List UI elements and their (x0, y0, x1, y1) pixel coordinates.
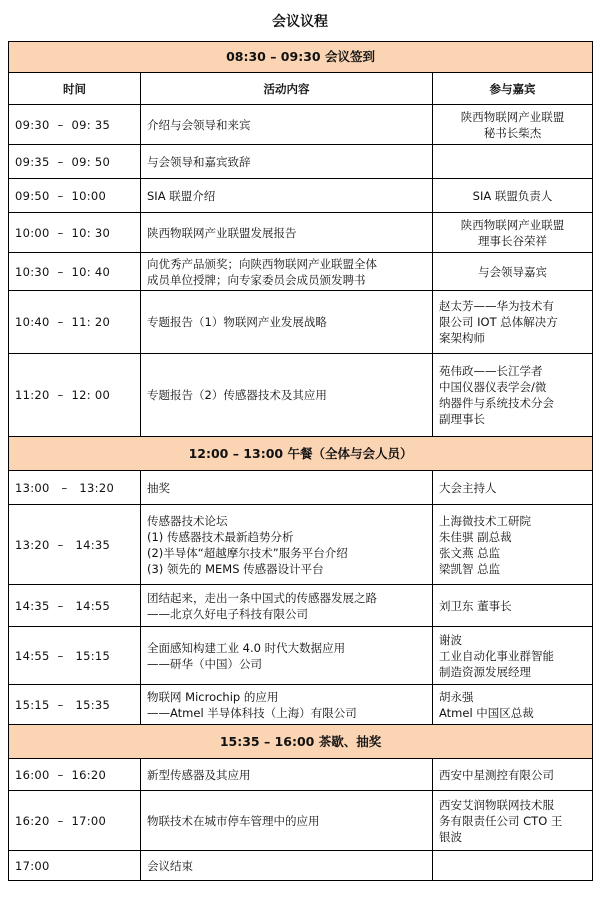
time-cell: 13:20 – 14:35 (9, 505, 141, 585)
table-row (9, 253, 593, 291)
guest-cell: 上海微技术工研院 朱佳骐 副总裁 张文燕 总监 梁凯智 总监 (433, 505, 593, 585)
guest-cell: 陕西物联网产业联盟 秘书长柴杰 (433, 105, 593, 145)
header-time: 时间 (9, 73, 141, 105)
activity-cell: 新型传感器及其应用 (141, 759, 433, 791)
guest-cell: 陕西物联网产业联盟 理事长谷荣祥 (433, 213, 593, 253)
guest-cell: 赵太芳——华为技术有 限公司 IOT 总体解决方 案架构师 (433, 291, 593, 354)
header-activity: 活动内容 (141, 73, 433, 105)
guest-cell (433, 145, 593, 179)
time-cell: 13:00 – 13:20 (9, 471, 141, 505)
table-row (9, 145, 593, 179)
activity-cell: SIA 联盟介绍 (141, 179, 433, 213)
header-row (9, 73, 593, 105)
time-cell: 11:20 – 12: 00 (9, 354, 141, 437)
activity-cell: 抽奖 (141, 471, 433, 505)
table-row (9, 291, 593, 354)
activity-cell: 全面感知构建工业 4.0 时代大数据应用 ——研华（中国）公司 (141, 627, 433, 685)
activity-cell: 向优秀产品颁奖；向陕西物联网产业联盟全体 成员单位授牌；向专家委员会成员颁发聘书 (141, 253, 433, 291)
time-cell: 17:00 (9, 851, 141, 881)
activity-cell: 团结起来，走出一条中国式的传感器发展之路 ——北京久好电子科技有限公司 (141, 585, 433, 627)
section-tea-break: 15:35 – 16:00 茶歇、抽奖 (9, 725, 593, 759)
table-row (9, 627, 593, 685)
time-cell: 14:35 – 14:55 (9, 585, 141, 627)
guest-cell: 大会主持人 (433, 471, 593, 505)
time-cell: 14:55 – 15:15 (9, 627, 141, 685)
table-row (9, 505, 593, 585)
section-lunch: 12:00 – 13:00 午餐（全体与会人员） (9, 437, 593, 471)
activity-cell: 传感器技术论坛 (1) 传感器技术最新趋势分析 (2)半导体“超越摩尔技术”服务平台介绍 (3) 领先的 MEMS 传感器设计平台 (141, 505, 433, 585)
agenda-table (8, 41, 593, 881)
table-row (9, 213, 593, 253)
section-signin: 08:30 – 09:30 会议签到 (9, 42, 593, 73)
activity-cell: 介绍与会领导和来宾 (141, 105, 433, 145)
guest-cell: SIA 联盟负责人 (433, 179, 593, 213)
table-row (9, 179, 593, 213)
table-row (9, 759, 593, 791)
guest-cell: 西安中星测控有限公司 (433, 759, 593, 791)
table-row (9, 685, 593, 725)
table-row (9, 471, 593, 505)
table-row (9, 851, 593, 881)
table-row (9, 105, 593, 145)
page-title: 会议议程 (272, 14, 328, 30)
table-row (9, 791, 593, 851)
guest-cell: 苑伟政——长江学者 中国仪器仪表学会/微 纳器件与系统技术分会 副理事长 (433, 354, 593, 437)
time-cell: 09:50 – 10:00 (9, 179, 141, 213)
table-row (9, 354, 593, 437)
activity-cell: 专题报告（1）物联网产业发展战略 (141, 291, 433, 354)
activity-cell: 与会领导和嘉宾致辞 (141, 145, 433, 179)
activity-cell: 陕西物联网产业联盟发展报告 (141, 213, 433, 253)
section-row (9, 725, 593, 759)
time-cell: 10:00 – 10: 30 (9, 213, 141, 253)
guest-cell: 胡永强 Atmel 中国区总裁 (433, 685, 593, 725)
time-cell: 09:30 – 09: 35 (9, 105, 141, 145)
time-cell: 16:00 – 16:20 (9, 759, 141, 791)
activity-cell: 会议结束 (141, 851, 433, 881)
section-row (9, 437, 593, 471)
table-row (9, 585, 593, 627)
time-cell: 16:20 – 17:00 (9, 791, 141, 851)
time-cell: 10:30 – 10: 40 (9, 253, 141, 291)
time-cell: 10:40 – 11: 20 (9, 291, 141, 354)
guest-cell (433, 851, 593, 881)
activity-cell: 物联网 Microchip 的应用 ——Atmel 半导体科技（上海）有限公司 (141, 685, 433, 725)
header-guest: 参与嘉宾 (433, 73, 593, 105)
time-cell: 09:35 – 09: 50 (9, 145, 141, 179)
activity-cell: 物联技术在城市停车管理中的应用 (141, 791, 433, 851)
guest-cell: 与会领导嘉宾 (433, 253, 593, 291)
guest-cell: 西安艾润物联网技术服 务有限责任公司 CTO 王 银波 (433, 791, 593, 851)
section-row (9, 42, 593, 73)
activity-cell: 专题报告（2）传感器技术及其应用 (141, 354, 433, 437)
guest-cell: 刘卫东 董事长 (433, 585, 593, 627)
guest-cell: 谢波 工业自动化事业群智能 制造资源发展经理 (433, 627, 593, 685)
time-cell: 15:15 – 15:35 (9, 685, 141, 725)
